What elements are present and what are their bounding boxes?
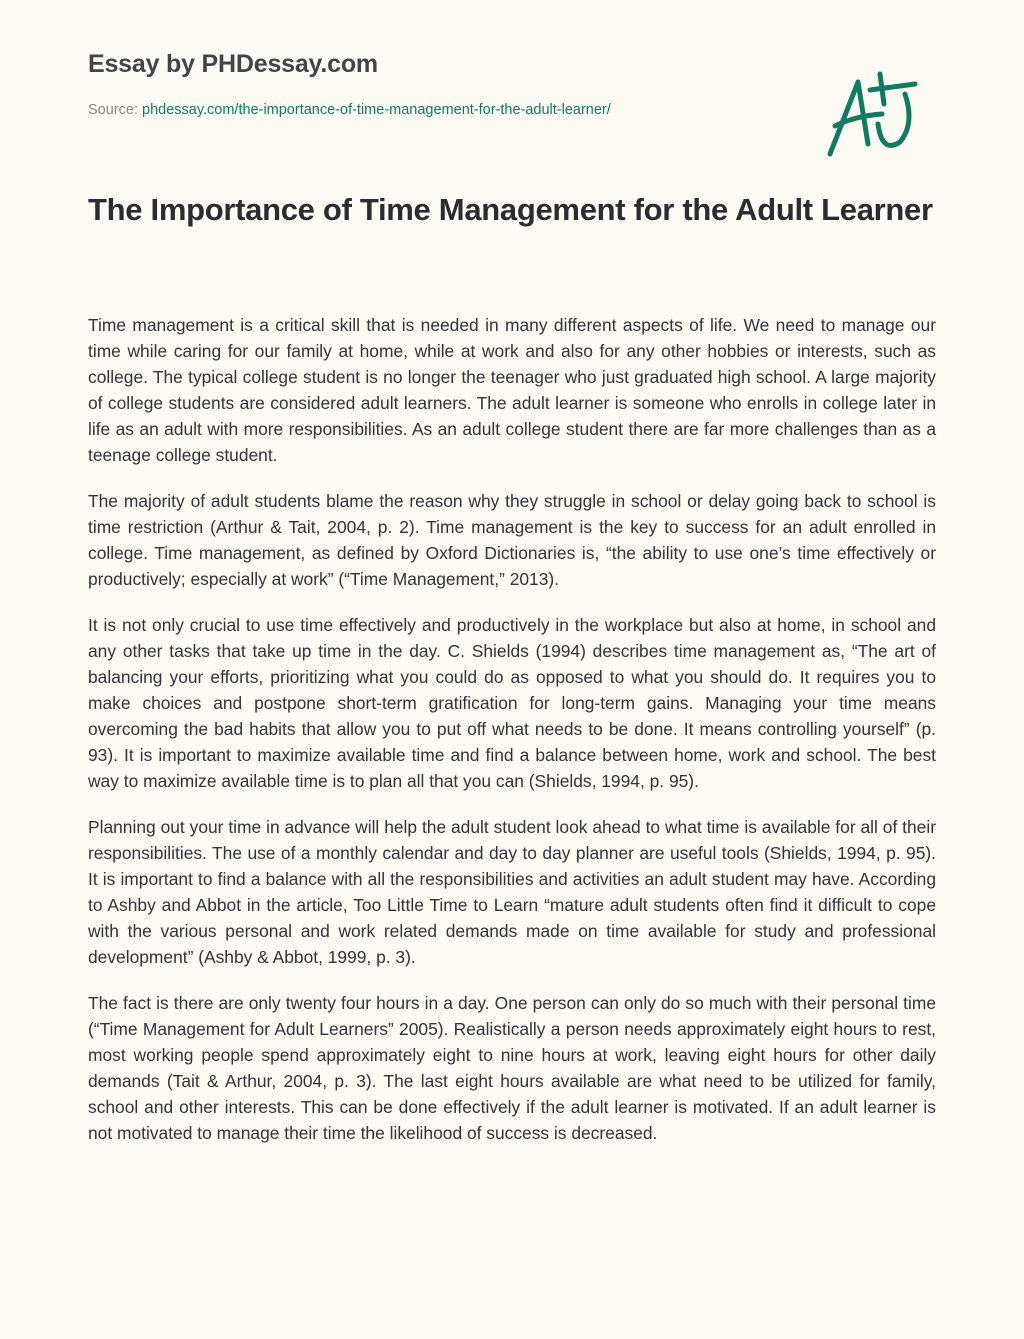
paragraph: The fact is there are only twenty four hours in a day. One person can only do so much with their personal time (“Time Management for Adult Learners” 2005). Realistically a person needs approximately eight hours to rest, most working people spend approximately eight to nine hours at work, leaving eight hours for other daily demands (Tait & Arthur, 2004, p. 3). The last eight hours available are what need to be utilized for family, school and other interests. This can be done effectively if the adult learner is motivated. If an adult learner is not motivated to manage their time the likelihood of success is decreased. [88, 993, 936, 1143]
paragraph: Time management is a critical skill that is needed in many different aspects of life. We need to manage our time while caring for our family at home, while at work and also for any other hobbies or interests, such as college. The typical college student is no longer the teenager who just graduated high school. A large majority of college students are considered adult learners. The adult learner is someone who enrolls in college later in life as an adult with more responsibilities. As an adult college student there are far more challenges than as a teenage college student. [88, 315, 936, 465]
paragraph: The majority of adult students blame the reason why they struggle in school or delay going back to school is time restriction (Arthur & Tait, 2004, p. 2). Time management is the key to success for an adult enrolled in college. Time management, as defined by Oxford Dictionaries is, “the ability to use one’s time effectively or productively; especially at work” (“Time Management,” 2013). [88, 491, 936, 589]
paragraph: It is not only crucial to use time effectively and productively in the workplace but also at home, in school and any other tasks that take up time in the day. C. Shields (1994) describes time management as, “The art of balancing your efforts, prioritizing what you could do as opposed to what you should do. It requires you to make choices and postpone short-term gratification for long-term gains. Managing your time means overcoming the bad habits that allow you to put off what needs to be done. It means controlling yourself” (p. 93). It is important to maximize available time and find a balance between home, work and school. The best way to maximize available time is to plan all that you can (Shields, 1994, p. 95). [88, 615, 936, 791]
paragraph: Planning out your time in advance will help the adult student look ahead to what time is available for all of their responsibilities. The use of a monthly calendar and day to day planner are useful tools (Shields, 1994, p. 95). It is important to find a balance with all the responsibilities and activities an adult student may have. According to Ashby and Abbot in the article, Too Little Time to Learn “mature adult students often find it difficult to cope with the various personal and work related demands made on time available for study and professional development” (Ashby & Abbot, 1999, p. 3). [88, 817, 936, 967]
site-title: Essay by PHDessay.com [88, 50, 378, 78]
a-plus-logo-icon [820, 64, 930, 164]
source-line [88, 102, 611, 118]
source-label: Source: [88, 102, 138, 118]
essay-title: The Importance of Time Management for the Adult Learner [88, 192, 933, 227]
source-link[interactable]: phdessay.com/the-importance-of-time-management-for-the-adult-learner/ [142, 102, 611, 118]
essay-body [88, 312, 936, 1166]
